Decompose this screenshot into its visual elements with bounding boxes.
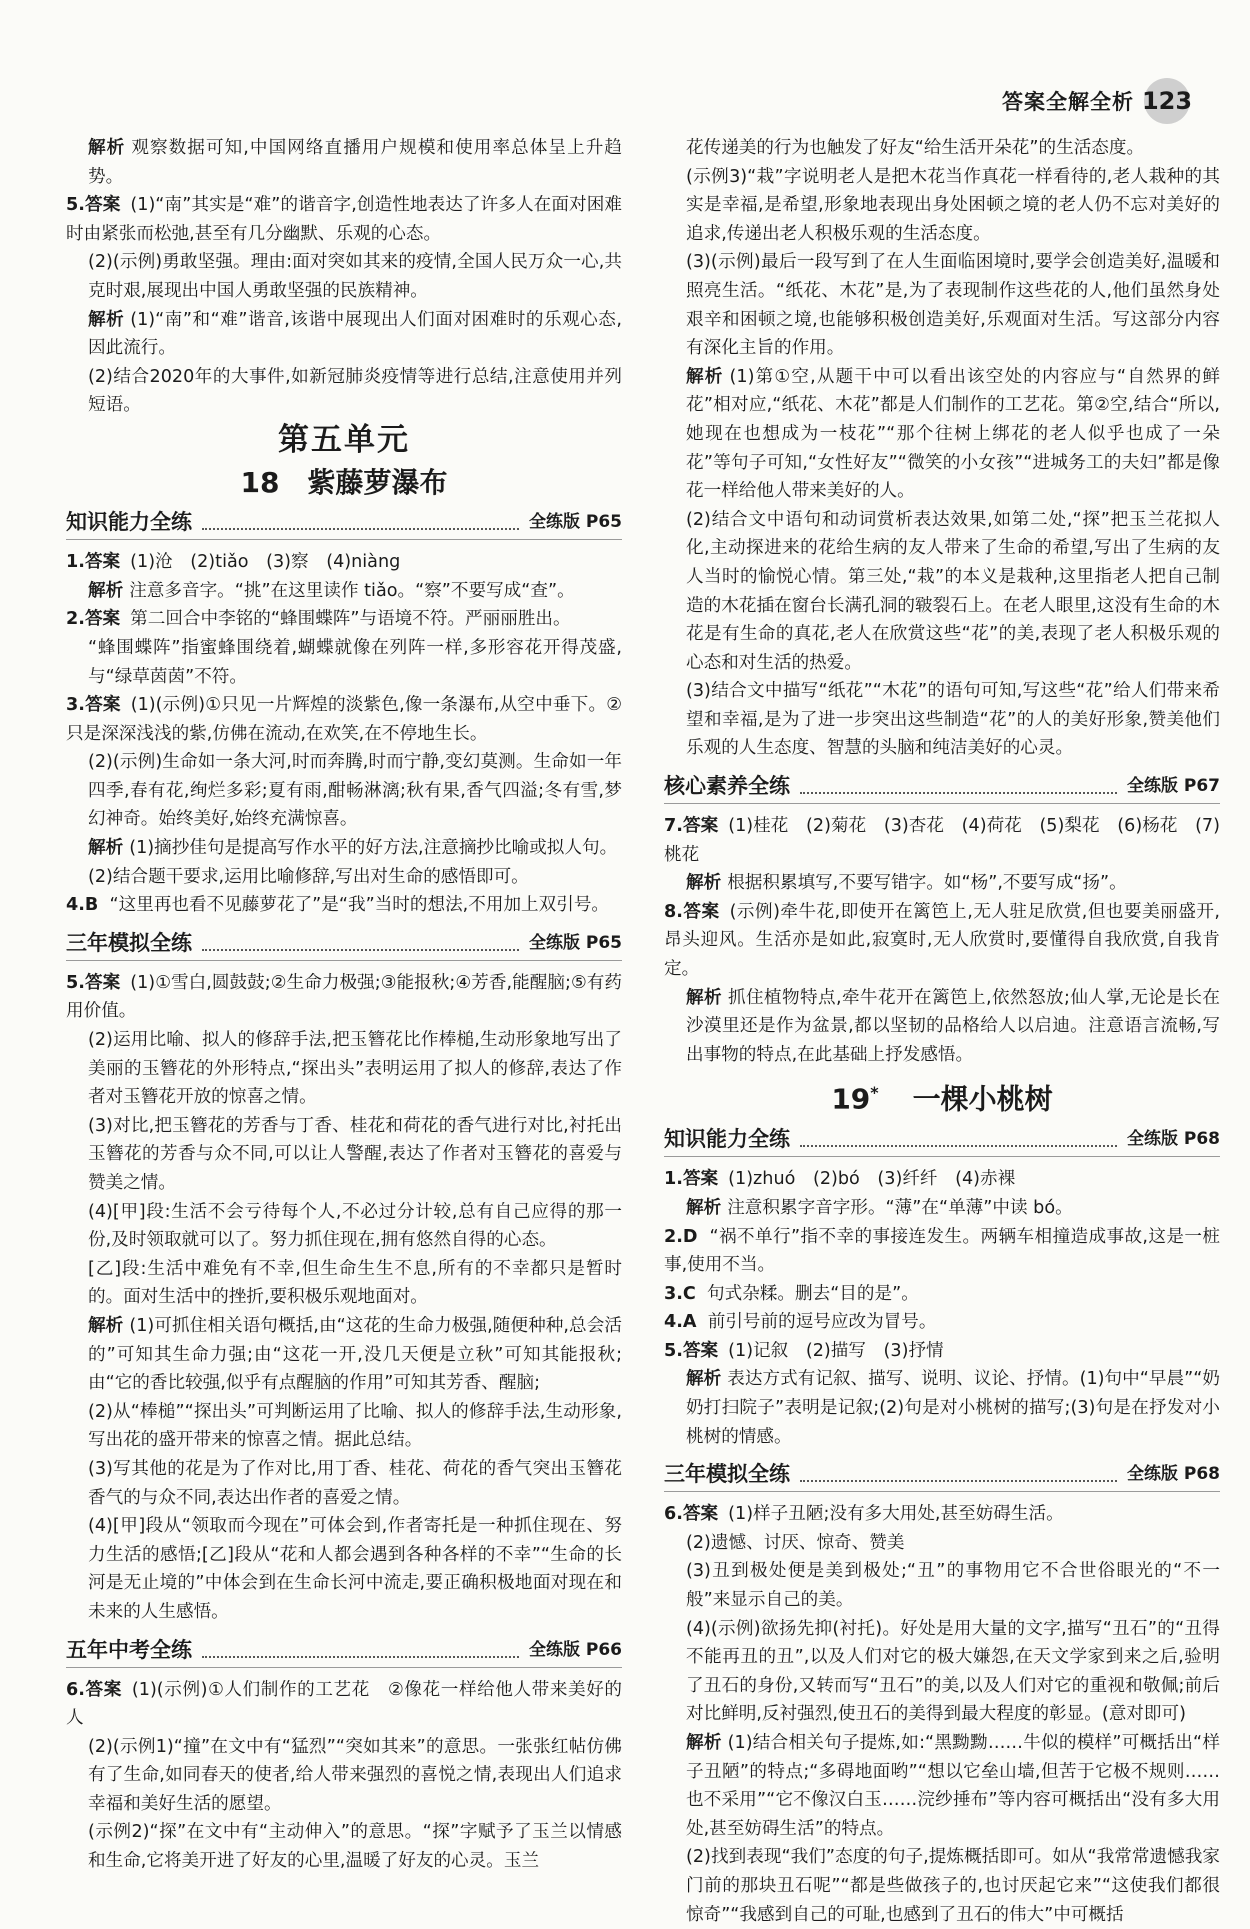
paragraph: (2)结合题干要求,运用比喻修辞,写出对生命的感悟即可。 bbox=[88, 866, 529, 887]
paragraph: (3)(示例)最后一段写到了在人生面临困境时,要学会创造美好,温暖和照亮生活。“纸花、木花”是,为了表现制作这些花的人,他们虽然身处艰辛和困顿之境,也能够积极创造美好,乐观面对生活。写这部分内容有深化主旨的作用。 bbox=[686, 252, 1220, 359]
paragraph: (2)(示例)生命如一条大河,时而奔腾,时而宁静,变幻莫测。生命如一年四季,春有花,绚烂多彩;夏有雨,酣畅淋漓;秋有果,香气四溢;冬有雪,梦幻神奇。始终美好,始终充满惊喜。 bbox=[88, 752, 622, 830]
question-2-answer: 2.D “祸不单行”指不幸的事接连发生。两辆车相撞造成事故,这是一桩事,使用不当。 bbox=[664, 1226, 1221, 1276]
paragraph: (示例3)“栽”字说明老人是把木花当作真花一样看待的,老人栽种的其实是幸福,是希望,形象地表现出身处困顿之境的老人仍不忘对美好的追求,传递出老人积极乐观的生活态度。 bbox=[686, 166, 1220, 244]
section-header: 三年模拟全练 全练版 P65 bbox=[66, 928, 622, 961]
paragraph: (3)写其他的花是为了作对比,用丁香、桂花、荷花的香气突出玉簪花香气的与众不同,表达出作者的喜爱之情。 bbox=[88, 1458, 622, 1508]
question-4-answer: 4.A 前引号前的逗号应改为冒号。 bbox=[664, 1312, 937, 1333]
page-header bbox=[1002, 78, 1193, 124]
paragraph: (3)丑到极处便是美到极处;“丑”的事物用它不合世俗眼光的“不一般”来显示自己的美。 bbox=[686, 1561, 1220, 1611]
question-1-answer: 1.答案 (1)zhuó (2)bó (3)纤纤 (4)赤裸 bbox=[664, 1169, 1016, 1190]
lesson-title: 19* 一棵小桃树 bbox=[831, 1082, 1053, 1116]
paragraph: (2)遗憾、讨厌、惊奇、赞美 bbox=[686, 1532, 905, 1553]
question-6-answer: 6.答案 (1)样子丑陋;没有多大用处,甚至妨碍生活。 bbox=[664, 1504, 1064, 1525]
lesson-title: 18 紫藤萝瀑布 bbox=[240, 465, 448, 499]
paragraph: (2)运用比喻、拟人的修辞手法,把玉簪花比作棒槌,生动形象地写出了美丽的玉簪花的外形特点,“探出头”表明运用了拟人的修辞,表达了作者对玉簪花开放的惊喜之情。 bbox=[88, 1030, 622, 1108]
question-5-answer: 5.答案 (1)记叙 (2)描写 (3)抒情 bbox=[664, 1340, 944, 1361]
question-4-answer: 4.B “这里再也看不见藤萝花了”是“我”当时的想法,不用加上双引号。 bbox=[66, 895, 610, 916]
analysis: 解析 (1)“南”和“难”谐音,该谐中展现出人们面对困难时的乐观心态,因此流行。 bbox=[88, 309, 622, 359]
paragraph: (2)(示例1)“撞”在文中有“猛烈”“突如其来”的意思。一张张红帖仿佛有了生命,如同春天的使者,给人带来强烈的喜悦之情,表现出人们追求幸福和美好生活的愿望。 bbox=[88, 1736, 622, 1814]
analysis: 解析 注意多音字。“挑”在这里读作 tiǎo。“察”不要写成“查”。 bbox=[88, 580, 575, 601]
paragraph: (3)结合文中描写“纸花”“木花”的语句可知,写这些“花”给人们带来希望和幸福,是为了进一步突出这些制造“花”的人的美好形象,赞美他们乐观的人生态度、智慧的头脑和纯洁美好的心灵。 bbox=[686, 681, 1220, 759]
analysis: 解析 (1)摘抄佳句是提高写作水平的好方法,注意摘抄比喻或拟人句。 bbox=[88, 838, 618, 859]
header-title: 答案全解全析 bbox=[1002, 90, 1134, 114]
right-column bbox=[664, 134, 1220, 1929]
analysis: 解析 根据积累填写,不要写错字。如“杨”,不要写成“扬”。 bbox=[686, 873, 1127, 894]
paragraph: (4)[甲]段:生活不会亏待每个人,不必过分计较,总有自己应得的那一份,及时领取就可以了。努力抓住现在,拥有悠然自得的心态。 bbox=[88, 1201, 622, 1251]
paragraph: (4)(示例)欲扬先抑(衬托)。好处是用大量的文字,描写“丑石”的“丑得不能再丑的丑”,以及人们对它的极大嫌怨,在天文学家到来之后,验明了丑石的身份,又转而写“丑石”的美,以及人们对它的重视和敬佩;前后对比鲜明,反衬强烈,使丑石的美得到最大程度的彰显。(意对即可) bbox=[686, 1618, 1220, 1725]
paragraph: (3)对比,把玉簪花的芳香与丁香、桂花和荷花的香气进行对比,衬托出玉簪花的芳香与众不同,可以让人警醒,表达了作者对玉簪花的喜爱与赞美之情。 bbox=[88, 1115, 622, 1193]
question-3-answer: 3.C 句式杂糅。删去“目的是”。 bbox=[664, 1283, 919, 1304]
question-6-answer: 6.答案 (1)(示例)①人们制作的工艺花 ②像花一样给他人带来美好的人 bbox=[66, 1679, 622, 1729]
paragraph: (2)从“棒槌”“探出头”可判断运用了比喻、拟人的修辞手法,生动形象,写出花的盛开带来的惊喜之情。据此总结。 bbox=[88, 1401, 622, 1451]
paragraph: “蜂围蝶阵”指蜜蜂围绕着,蝴蝶就像在列阵一样,多形容花开得茂盛,与“绿草茵茵”不符。 bbox=[88, 637, 622, 687]
paragraph: (4)[甲]段从“领取而今现在”可体会到,作者寄托是一种抓住现在、努力生活的感悟;[乙]段从“花和人都会遇到各种各样的不幸”“生命的长河是无止境的”中体会到在生命长河中流走,要正确积极地面对现在和未来的人生感悟。 bbox=[88, 1516, 622, 1622]
question-7-answer: 7.答案 (1)桂花 (2)菊花 (3)杏花 (4)荷花 (5)梨花 (6)杨花 (7)桃花 bbox=[664, 816, 1220, 865]
paragraph: [乙]段:生活中难免有不幸,但生命生生不息,所有的不幸都只是暂时的。面对生活中的挫折,要积极乐观地面对。 bbox=[88, 1258, 622, 1308]
paragraph: 解析 观察数据可知,中国网络直播用户规模和使用率总体呈上升趋势。 bbox=[88, 138, 622, 187]
paragraph: (2)(示例)勇敢坚强。理由:面对突如其来的疫情,全国人民万众一心,共克时艰,展现出中国人勇敢坚强的民族精神。 bbox=[88, 252, 622, 301]
paragraph: 花传递美的行为也触发了好友“给生活开朵花”的生活态度。 bbox=[686, 138, 1145, 158]
question-2-answer: 2.答案 第二回合中李铭的“蜂围蝶阵”与语境不符。严丽丽胜出。 bbox=[66, 609, 571, 630]
section-header: 五年中考全练 全练版 P66 bbox=[66, 1635, 622, 1668]
question-5-answer: 5.答案 (1)①雪白,圆鼓鼓;②生命力极强;③能报秋;④芳香,能醒脑;⑤有药用价值。 bbox=[66, 972, 622, 1022]
section-header: 知识能力全练 全练版 P65 bbox=[66, 507, 622, 540]
page-number: 123 bbox=[1144, 78, 1190, 124]
section-header: 核心素养全练 全练版 P67 bbox=[664, 771, 1220, 804]
question-3-answer: 3.答案 (1)(示例)①只见一片辉煌的淡紫色,像一条瀑布,从空中垂下。②只是深深浅浅的紫,仿佛在流动,在欢笑,在不停地生长。 bbox=[66, 695, 622, 744]
analysis: 解析 (1)结合相关句子提炼,如:“黑黝黝……牛似的模样”可概括出“样子丑陋”的特点;“多碍地面哟”“想以它垒山墙,但苦于它极不规则……也不采用”“它不像汉白玉……浣纱捶布”等内容可概括出“没有多大用处,甚至妨碍生活”的特点。 bbox=[686, 1733, 1220, 1839]
paragraph: (2)找到表现“我们”态度的句子,提炼概括即可。如从“我常常遗憾我家门前的那块丑石呢”“都是些做孩子的,也讨厌起它来”“这使我们都很惊奇”“我感到自己的可耻,也感到了丑石的伟大”中可概括 bbox=[686, 1847, 1220, 1925]
analysis: 解析 (1)可抓住相关语句概括,由“这花的生命力极强,随便种种,总会活的”可知其生命力强;由“这花一开,没几天便是立秋”可知其能报秋;由“它的香比较强,似乎有点醒脑的作用”可知其芳香、醒脑; bbox=[88, 1315, 622, 1394]
section-header: 三年模拟全练 全练版 P68 bbox=[664, 1459, 1220, 1492]
question-1-answer: 1.答案 (1)沧 (2)tiǎo (3)察 (4)niàng bbox=[66, 552, 401, 573]
section-header: 知识能力全练 全练版 P68 bbox=[664, 1124, 1220, 1157]
paragraph: (2)结合2020年的大事件,如新冠肺炎疫情等进行总结,注意使用并列短语。 bbox=[88, 366, 622, 416]
analysis: 解析 表达方式有记叙、描写、说明、议论、抒情。(1)句中“早晨”“奶奶打扫院子”表明是记叙;(2)句是对小桃树的描写;(3)句是在抒发对小桃树的情感。 bbox=[686, 1369, 1220, 1447]
analysis: 解析 (1)第①空,从题干中可以看出该空处的内容应与“自然界的鲜花”相对应,“纸花、木花”都是人们制作的工艺花。第②空,结合“所以,她现在也想成为一枝花”“那个往树上绑花的老人似乎也成了一朵花”等句子可知,“女性好友”“微笑的小女孩”“进城务工的夫妇”都是像花一样给他人带来美好的人。 bbox=[686, 366, 1220, 502]
analysis: 解析 抓住植物特点,牵牛花开在篱笆上,依然怒放;仙人掌,无论是长在沙漠里还是作为盆景,都以坚韧的品格给人以启迪。注意语言流畅,写出事物的特点,在此基础上抒发感悟。 bbox=[686, 987, 1220, 1065]
paragraph: (示例2)“探”在文中有“主动伸入”的意思。“探”字赋予了玉兰以情感和生命,它将美开进了好友的心里,温暖了好友的心灵。玉兰 bbox=[88, 1822, 622, 1872]
left-column bbox=[66, 134, 622, 1876]
unit-title: 第五单元 bbox=[278, 421, 410, 458]
question-5-answer: 5.答案 (1)“南”其实是“难”的谐音字,创造性地表达了许多人在面对困难时由紧张而松弛,甚至有几分幽默、乐观的心态。 bbox=[66, 195, 622, 244]
question-8-answer: 8.答案 (示例)牵牛花,即使开在篱笆上,无人驻足欣赏,但也要美丽盛开,昂头迎风。生活亦是如此,寂寞时,无人欣赏时,要懂得自我欣赏,自我肯定。 bbox=[664, 901, 1220, 980]
analysis: 解析 注意积累字音字形。“薄”在“单薄”中读 bó。 bbox=[686, 1197, 1073, 1218]
paragraph: (2)结合文中语句和动词赏析表达效果,如第二处,“探”把玉兰花拟人化,主动探进来的花给生病的友人带来了生命的希望,写出了生病的友人当时的愉悦心情。第三处,“栽”的本义是栽种,这里指老人把自己制造的木花插在窗台长满孔洞的皲裂石上。在老人眼里,这没有生命的木花是有生命的真花,老人在欣赏这些“花”的美,表现了老人积极乐观的心态和对生活的热爱。 bbox=[686, 509, 1220, 673]
